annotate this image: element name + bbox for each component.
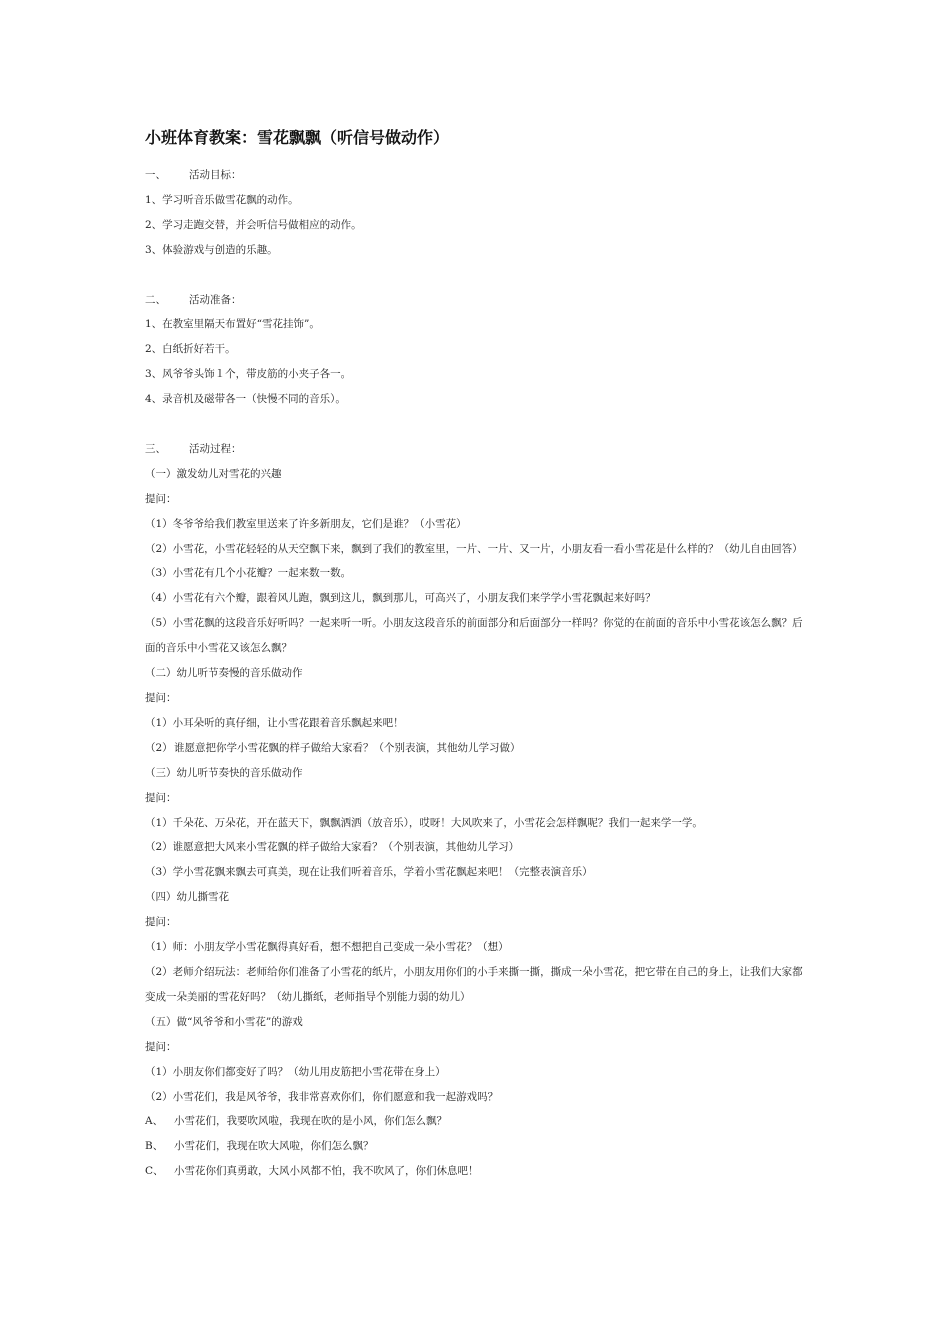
section-number: 三、 (145, 442, 166, 455)
section-title: 活动目标： (189, 169, 242, 181)
document-page (145, 125, 810, 1184)
subsection-title: （二）幼儿听节奏慢的音乐做动作 (145, 667, 303, 680)
spacer (145, 151, 810, 163)
question-text: 谁愿意把你学小雪花飘的样子做给大家看？（个别表演，其他幼儿学习做） (174, 741, 521, 754)
step-label: C、 (145, 1165, 164, 1178)
spacer (145, 263, 810, 288)
section-title: 活动准备： (189, 293, 242, 306)
step-label: A、 (145, 1115, 164, 1128)
question-item: （3）学小雪花飘来飘去可真美，现在让我们听着音乐，学着小雪花飘起来吧！（完整表演音乐） (145, 866, 593, 879)
ask-label: 提问： (145, 492, 177, 505)
section-number: 二、 (145, 293, 166, 306)
prep-item: 2、白纸折好若干。 (145, 343, 236, 356)
step-text: 小雪花你们真勇敢，大风小风都不怕，我不吹风了，你们休息吧！ (174, 1165, 479, 1178)
question-item: （4）小雪花有六个瓣，跟着风儿跑，飘到这儿，飘到那儿，可高兴了，小朋友我们来学学小雪花飘起来好吗？ (145, 592, 656, 605)
goal-item: 2、学习走跑交替，并会听信号做相应的动作。 (145, 218, 362, 231)
subsection-title: （一）激发幼儿对雪花的兴趣 (145, 467, 282, 480)
question-item: （1）冬爷爷给我们教室里送来了许多新朋友，它们是谁？（小雪花） (145, 517, 467, 530)
question-number: （2） (145, 741, 173, 754)
question-item: （1）千朵花、万朵花，开在蓝天下，飘飘洒洒（放音乐），哎呀！大风吹来了，小雪花会怎样飘呢？我们一起来学一学。 (145, 816, 703, 829)
question-item: （2）老师介绍玩法：老师给你们准备了小雪花的纸片，小朋友用你们的小手来撕一撕，撕成一朵小雪花，把它带在自己的身上，让我们大家都变成一朵美丽的雪花好吗？（幼儿撕纸，老师指导个别能力弱的幼儿） (145, 965, 803, 1003)
ask-label: 提问： (145, 916, 177, 929)
question-item: （1）师：小朋友学小雪花飘得真好看，想不想把自己变成一朵小雪花？（想） (145, 941, 509, 954)
question-item (145, 736, 810, 761)
game-step (145, 1109, 810, 1134)
question-item: （2）谁愿意把大风来小雪花飘的样子做给大家看？（个别表演，其他幼儿学习） (145, 841, 520, 854)
section-heading-prep (145, 288, 810, 313)
ask-label: 提问： (145, 791, 177, 804)
section-number: 一、 (145, 169, 166, 181)
prep-item: 4、录音机及磁带各一（快慢不同的音乐）。 (145, 393, 346, 406)
section-heading-process (145, 437, 810, 462)
question-item: （2）小雪花，小雪花轻轻的从天空飘下来，飘到了我们的教室里，一片、一片、又一片，小朋友看一看小雪花是什么样的？（幼儿自由回答） (145, 542, 803, 555)
section-title: 活动过程： (189, 442, 242, 455)
page-title: 小班体育教案：雪花飘飘（听信号做动作） (145, 128, 450, 147)
goal-item: 1、学习听音乐做雪花飘的动作。 (145, 193, 299, 206)
ask-label: 提问： (145, 692, 177, 704)
subsection-title: （五）做“风爷爷和小雪花”的游戏 (145, 1015, 303, 1028)
prep-item: 3、风爷爷头饰１个，带皮筋的小夹子各一。 (145, 368, 352, 381)
section-heading-goals (145, 163, 810, 188)
ask-label: 提问： (145, 1040, 177, 1053)
goal-item: 3、体验游戏与创造的乐趣。 (145, 243, 278, 256)
subsection-title: （三）幼儿听节奏快的音乐做动作 (145, 766, 303, 779)
subsection-title: （四）幼儿撕雪花 (145, 891, 229, 904)
question-item: （5）小雪花飘的这段音乐好听吗？一起来听一听。小朋友这段音乐的前面部分和后面部分一样吗？你觉的在前面的音乐中小雪花该怎么飘？后面的音乐中小雪花又该怎么飘？ (145, 617, 803, 655)
question-item: （1）小耳朵听的真仔细，让小雪花跟着音乐飘起来吧！ (145, 716, 404, 729)
game-step (145, 1134, 810, 1159)
question-item: （2）小雪花们，我是风爷爷，我非常喜欢你们，你们愿意和我一起游戏吗？ (145, 1090, 499, 1103)
spacer (145, 412, 810, 437)
prep-item: 1、在教室里隔天布置好“雪花挂饰”。 (145, 318, 320, 331)
step-text: 小雪花们，我现在吹大风啦，你们怎么飘？ (174, 1140, 374, 1153)
step-text: 小雪花们，我要吹风啦，我现在吹的是小风，你们怎么飘？ (174, 1115, 447, 1128)
question-item: （1）小朋友你们都变好了吗？（幼儿用皮筋把小雪花带在身上） (145, 1065, 446, 1078)
game-step (145, 1159, 810, 1184)
step-label: B、 (145, 1140, 164, 1153)
question-item: （3）小雪花有几个小花瓣？一起来数一数。 (145, 567, 352, 580)
